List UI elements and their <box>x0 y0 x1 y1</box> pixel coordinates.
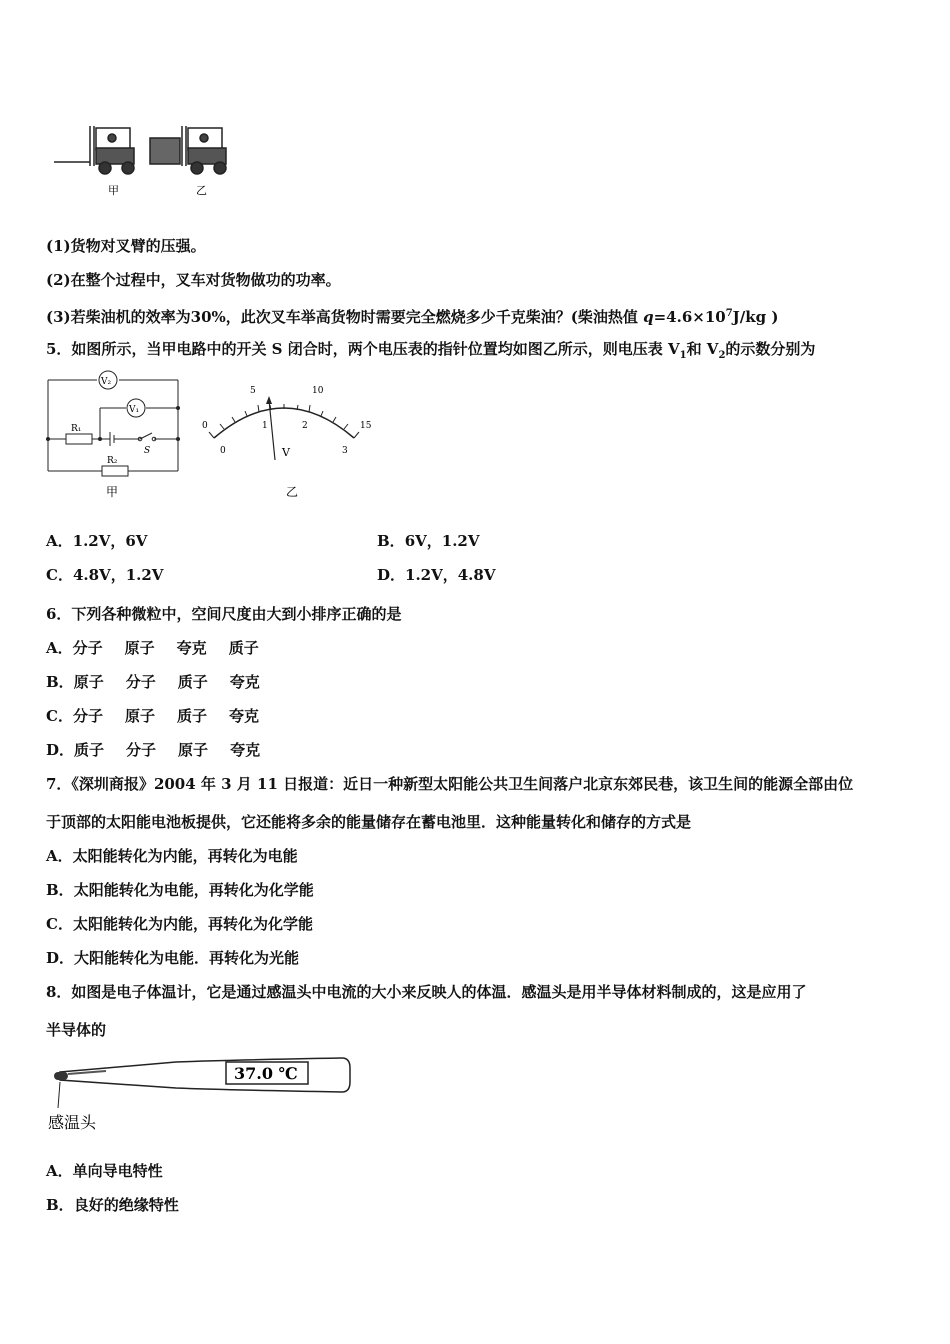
forklift-figure <box>50 118 240 200</box>
q5-stem-mid: 和 V <box>686 340 719 358</box>
q5-option-d-text: 1.2V，4.8V <box>405 566 496 584</box>
q6-a-key: A． <box>46 639 73 657</box>
meter-caption: 乙 <box>286 485 299 499</box>
q5-option-a-text: 1.2V，6V <box>72 532 148 550</box>
q7-d-key: D． <box>46 949 75 967</box>
q5-option-c-text: 4.8V，1.2V <box>72 566 164 584</box>
q5-option-c-key: C． <box>46 566 73 584</box>
q5-option-b-text: 6V，1.2V <box>404 532 480 550</box>
q5-option-d[interactable] <box>377 565 496 585</box>
q8-option-b[interactable] <box>46 1195 179 1215</box>
q4-sub3-pre: (3)若柴油机的效率为30%，此次叉车举高货物时需要完全燃烧多少千克柴油？(柴油热值 <box>46 308 644 326</box>
q5-stem-sub1: 1 <box>679 350 687 361</box>
q6-a-item: 原子 <box>124 639 155 657</box>
q8-stem-line1: 8．如图是电子体温计，它是通过感温头中电流的大小来反映人的体温．感温头是用半导体材料制成的，这是应用了 <box>46 983 807 1001</box>
circuit-s-label: S <box>144 446 151 456</box>
q4-sub3-q: q <box>643 308 654 326</box>
thermometer-reading: 37.0 ℃ <box>234 1064 298 1083</box>
q7-option-a[interactable] <box>46 846 298 866</box>
circuit-r1-label: R₁ <box>71 424 82 434</box>
q6-option-c[interactable] <box>46 706 259 726</box>
q6-c-item: 原子 <box>124 707 155 725</box>
voltmeter-dial <box>198 378 383 503</box>
q6-d-item: 夸克 <box>230 741 261 759</box>
q4-sub3-post: J/kg ) <box>732 308 779 326</box>
q8-b-key: B． <box>46 1196 74 1214</box>
q8-b-text: 良好的绝缘特性 <box>73 1196 179 1214</box>
q7-c-text: 太阳能转化为内能，再转化为化学能 <box>72 915 313 933</box>
q6-c-item: 分子 <box>72 707 103 725</box>
q6-option-a[interactable] <box>46 638 259 658</box>
q7-a-key: A． <box>46 847 73 865</box>
q5-option-a-key: A． <box>46 532 73 550</box>
q4-sub2: (2)在整个过程中，叉车对货物做功的功率。 <box>46 271 341 289</box>
q7-option-d[interactable] <box>46 948 299 968</box>
q7-option-b[interactable] <box>46 880 314 900</box>
q4-sub1: (1)货物对叉臂的压强。 <box>46 237 206 255</box>
q8-option-a[interactable] <box>46 1161 163 1181</box>
q6-d-item: 原子 <box>178 741 209 759</box>
meter-bottom-tick-3: 3 <box>342 446 348 456</box>
circuit-r2-label: R₂ <box>107 456 118 466</box>
q4-sub3 <box>46 304 778 327</box>
circuit-diagram <box>44 368 189 503</box>
meter-unit: V <box>282 446 290 459</box>
q6-c-key: C． <box>46 707 73 725</box>
q7-a-text: 太阳能转化为内能，再转化为电能 <box>72 847 298 865</box>
meter-top-tick-10: 10 <box>312 386 324 396</box>
forklift-label-a: 甲 <box>108 184 119 197</box>
circuit-v1-label: V₁ <box>129 405 140 415</box>
q4-sub3-exp: 7 <box>725 308 733 319</box>
thermometer-figure <box>46 1052 356 1138</box>
q7-c-key: C． <box>46 915 73 933</box>
q6-option-b[interactable] <box>46 672 260 692</box>
q6-b-item: 原子 <box>73 673 104 691</box>
q5-option-b[interactable] <box>377 531 480 551</box>
q6-d-item: 分子 <box>126 741 157 759</box>
q5-stem-post: 的示数分别为 <box>725 340 816 358</box>
meter-bottom-tick-1: 1 <box>262 421 268 431</box>
q8-a-key: A． <box>46 1162 73 1180</box>
q7-b-text: 太阳能转化为电能，再转化为化学能 <box>73 881 314 899</box>
q7-d-text: 大阳能转化为电能．再转化为光能 <box>74 949 300 967</box>
q8-stem-line2: 半导体的 <box>46 1021 107 1039</box>
q6-b-item: 夸克 <box>229 673 260 691</box>
circuit-drawing <box>44 368 189 503</box>
meter-bottom-tick-2: 2 <box>302 421 308 431</box>
meter-top-tick-15: 15 <box>360 421 372 431</box>
q6-option-d[interactable] <box>46 740 260 760</box>
circuit-caption: 甲 <box>106 485 119 499</box>
forklift-drawing <box>50 118 240 200</box>
q6-a-item: 质子 <box>228 639 259 657</box>
q6-d-item: 质子 <box>74 741 105 759</box>
q7-stem-line2: 于顶部的太阳能电池板提供，它还能将多余的能量储存在蓄电池里．这种能量转化和储存的方式是 <box>46 813 692 831</box>
q6-d-key: D． <box>46 741 75 759</box>
q6-a-item: 分子 <box>72 639 103 657</box>
q5-option-a[interactable] <box>46 531 147 551</box>
meter-bottom-tick-0: 0 <box>220 446 226 456</box>
q8-a-text: 单向导电特性 <box>72 1162 163 1180</box>
q6-b-key: B． <box>46 673 74 691</box>
q6-c-item: 质子 <box>176 707 207 725</box>
voltmeter-drawing <box>198 378 383 503</box>
q5-option-c[interactable] <box>46 565 163 585</box>
q5-stem-sub2: 2 <box>718 350 726 361</box>
q6-stem: 6．下列各种微粒中，空间尺度由大到小排序正确的是 <box>46 605 402 623</box>
q5-option-b-key: B． <box>377 532 405 550</box>
q4-sub3-eq: =4.6×10 <box>653 308 726 326</box>
q7-option-c[interactable] <box>46 914 313 934</box>
circuit-v2-label: V₂ <box>101 377 112 387</box>
q5-stem-pre: 5．如图所示，当甲电路中的开关 S 闭合时，两个电压表的指针位置均如图乙所示，则电压表 V <box>46 340 680 358</box>
meter-top-tick-5: 5 <box>250 386 256 396</box>
forklift-label-b: 乙 <box>196 184 207 197</box>
q6-c-item: 夸克 <box>229 707 260 725</box>
q7-stem-line1: 7．《深圳商报》2004 年 3 月 11 日报道：近日一种新型太阳能公共卫生间落户北京东郊民巷，该卫生间的能源全部由位 <box>46 775 854 793</box>
thermometer-probe-label: 感温头 <box>48 1113 97 1132</box>
thermometer-drawing <box>46 1052 356 1138</box>
meter-top-tick-0: 0 <box>202 421 208 431</box>
q6-b-item: 分子 <box>125 673 156 691</box>
q5-option-d-key: D． <box>377 566 406 584</box>
q7-b-key: B． <box>46 881 74 899</box>
q5-stem <box>46 339 815 366</box>
q6-a-item: 夸克 <box>176 639 207 657</box>
q6-b-item: 质子 <box>177 673 208 691</box>
